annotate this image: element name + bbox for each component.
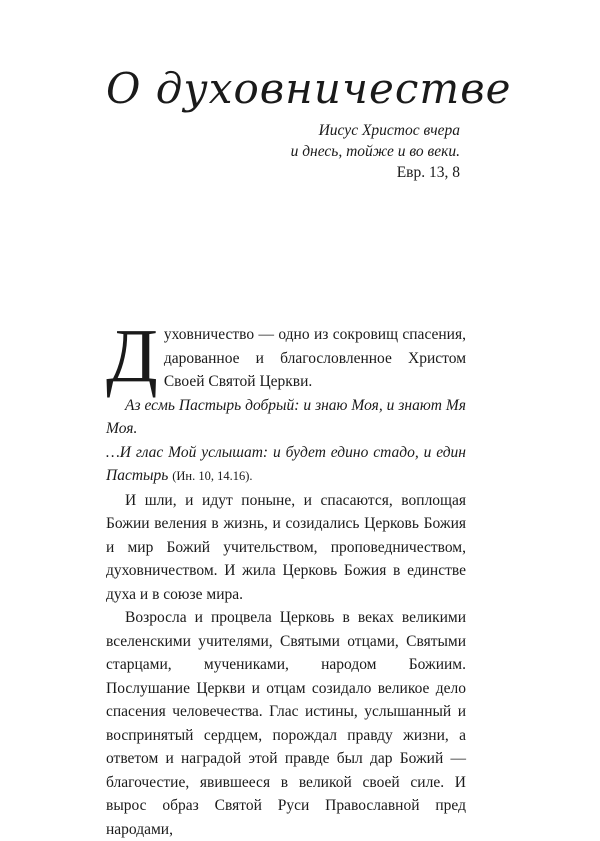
paragraph-3: И шли, и идут поныне, и спасаются, воплощая Божии веления в жизнь, и созидались Церковь Божия и мир Божий учительством, проповедничеством, духовничеством. И жила Церковь Божия в единстве духа и в союзе мира.	[106, 491, 466, 603]
paragraph-1	[106, 314, 466, 398]
verse-paragraph-2	[106, 441, 466, 489]
drop-cap: Д	[106, 314, 158, 398]
epigraph-line-2: и днесь, тойже и во веки.	[290, 143, 460, 160]
page-title: О духовничестве	[106, 64, 512, 113]
body-text	[106, 314, 466, 841]
verse-citation: (Ин. 10, 14.16).	[172, 469, 253, 483]
epigraph	[291, 120, 460, 183]
epigraph-line-1: Иисус Христос вчера	[318, 122, 460, 139]
epigraph-reference: Евр. 13, 8	[396, 164, 460, 181]
paragraph-4: Возросла и процвела Церковь в веках великими вселенскими учителями, Святыми отцами, Святыми старцами, мучениками, народом Божиим. Послушание Церкви и отцам созидало великое дело спасения человечества. Глас истины, услышанный и воспринятый сердцем, порождал правду жизни, а ответом и наградой этой правде был дар Божий — благочестие, явившееся в великой своей силе. И вырос образ Святой Руси Православной пред народами,	[106, 609, 466, 838]
verse-line-2: …И глас Мой услышат: и будет едино стадо, и един Пастырь	[106, 443, 466, 484]
paragraph-1-text: уховничество — одно из сокровищ спасения, дарованное и благословленное Христом Своей Святой Церкви.	[163, 326, 466, 390]
verse-line-1: Аз есмь Пастырь добрый: и знаю Моя, и знают Мя Моя.	[106, 396, 466, 437]
verse-paragraph-1	[106, 394, 466, 441]
